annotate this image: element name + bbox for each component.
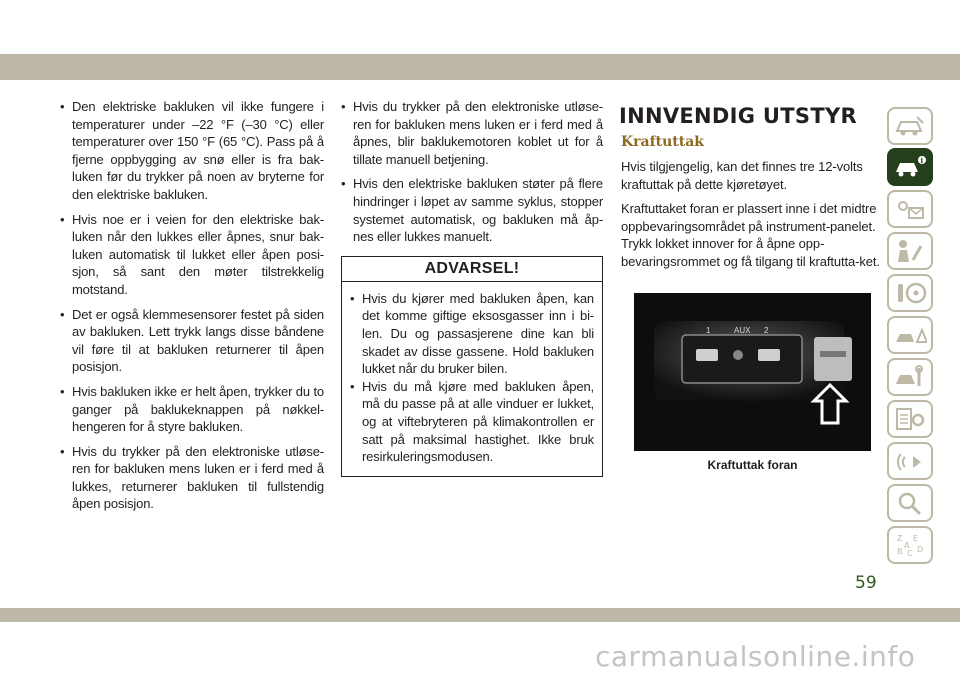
warning-body — [342, 282, 602, 476]
page-number: 59 — [855, 573, 877, 593]
svg-text:D: D — [917, 545, 924, 554]
footer-stripe — [0, 608, 960, 622]
usb-port-2 — [758, 349, 780, 361]
tab-multimedia[interactable] — [887, 442, 933, 480]
tab-servicing[interactable] — [887, 358, 933, 396]
photo-caption: Kraftuttak foran — [707, 458, 798, 472]
paragraph: Hvis tilgjengelig, kan det finnes tre 12-volts kraftuttak på dette kjøretøyet. — [621, 159, 863, 192]
watermark: carmanualsonline.info — [595, 640, 916, 673]
search-index-icon — [893, 490, 927, 516]
power-outlet-illustration — [634, 293, 871, 451]
tab-warning-lights[interactable] — [887, 190, 933, 228]
bullet-text: Det er også klemmesensorer festet på siden av bakluken. Lett trykk langs disse båndene vil føre til at bakluken returnerer til åpen posisjon. — [72, 306, 324, 375]
aux-port — [733, 350, 743, 360]
svg-text:C: C — [907, 549, 913, 558]
bullet-text: Hvis noe er i veien for den elektriske bak-luken når den lukkes eller åpnes, snur bak-luken automatisk til lukket eller åpen posi-sjon, så sant den møter tilstrekkelig motstand. — [72, 211, 324, 297]
top-margin — [0, 0, 960, 54]
outlet-cover — [814, 337, 852, 381]
tab-language[interactable] — [887, 526, 933, 564]
list-item: • Hvis du trykker på den elektroniske utløse-ren for bakluken mens luken er i ferd med å åpnes, blir baklukemotoren koblet ut for å tillate manuell betjening. — [341, 99, 603, 167]
tab-car-info[interactable] — [887, 148, 933, 186]
header-stripe — [0, 54, 960, 80]
multimedia-icon — [893, 448, 927, 474]
svg-text:B: B — [897, 547, 903, 556]
svg-text:A: A — [904, 541, 910, 550]
list-item: • Det er også klemmesensorer festet på siden av bakluken. Lett trykk langs disse båndene vil føre til at bakluken returnerer til åpen posisjon. — [60, 306, 324, 375]
usb1-label: 1 — [706, 326, 711, 335]
bullet-text: Hvis bakluken ikke er helt åpen, trykker du to ganger på baklukeknappen på nøkkel-hengeren for å styre bakluken. — [72, 383, 324, 435]
list-item: • Hvis noe er i veien for den elektriske bak-luken når den lukkes eller åpnes, snur bak-luken automatisk til lukket eller åpen posi-sjon, så sant den møter tilstrekkelig motstand. — [60, 211, 324, 297]
aux-label: AUX — [734, 326, 751, 335]
tab-specifications[interactable] — [887, 400, 933, 438]
power-outlet-photo — [634, 293, 871, 451]
column-middle — [341, 98, 603, 477]
paragraph: Kraftuttaket foran er plassert inne i det midtre oppbevaringsområdet på instrument-panelet. Trykk lokket innover for å åpne opp-bevaringsrommet og få tilgang til kraftutta-ket. — [621, 201, 880, 269]
svg-text:Z: Z — [897, 534, 903, 543]
section-heading: INNVENDIG UTSTYR — [619, 104, 857, 128]
warning-item: • Hvis du kjører med bakluken åpen, kan det komme giftige eksosgasser inn i bi-len. Du og passasjerene dine kan bli skadet av disse gassene. Hold bakluken lukket når du bruker bilen. — [350, 290, 594, 377]
warning-light-message-icon — [893, 196, 927, 222]
bullet-text: Hvis du må kjøre med bakluken åpen, må du passe på at alle vinduer er lukket, og at viftebryteren på klimakontrollen er satt på maksimal hastighet. Ikke bruk resirkuleringsmodusen. — [362, 378, 594, 465]
bullet-text: Den elektriske bakluken vil ikke fungere i temperaturer under –22 °F (–30 °C) eller temperaturer over 150 °F (65 °C). Pass på å fjerne oppbygging av snø eller is fra bak-luken før du trykker på noen av bryterne for den elektriske bakluken. — [72, 99, 324, 202]
hazard-car-icon — [893, 322, 927, 348]
tab-emergency[interactable] — [887, 316, 933, 354]
airbag-safety-icon — [893, 238, 927, 264]
list-item: • Hvis du trykker på den elektroniske utløse-ren for bakluken mens luken er i ferd med å lukkes, returnerer bakluken til fullstendig åpen posisjon. — [60, 443, 324, 512]
warning-box — [341, 256, 603, 477]
key-steering-wheel-icon — [893, 280, 927, 306]
bullet-text: Hvis den elektriske bakluken støter på flere hindringer i løpet av samme syklus, stopper systemet automatisk, og bakluken må åp-nes eller lukkes manuelt. — [353, 176, 603, 245]
bullet-text: Hvis du kjører med bakluken åpen, kan det komme giftige eksosgasser inn i bi-len. Du og passasjerene dine kan bli skadet av disse gassene. Hold bakluken lukket når du bruker bilen. — [362, 290, 594, 377]
list-item: • Hvis den elektriske bakluken støter på flere hindringer i løpet av samme syklus, stopper systemet automatisk, og bakluken må åp-nes eller lukkes manuelt. — [341, 176, 603, 245]
specs-gear-icon — [893, 406, 927, 432]
usb-port-1 — [696, 349, 718, 361]
subsection-heading: Kraftuttak — [621, 134, 704, 150]
warning-title: ADVARSEL! — [342, 257, 602, 282]
tab-index[interactable] — [887, 484, 933, 522]
language-letters-icon — [893, 532, 927, 558]
svg-text:E: E — [913, 534, 919, 543]
warning-item: • Hvis du må kjøre med bakluken åpen, må du passe på at alle vinduer er lukket, og at viftebryteren på klimakontrollen er satt på maksimal hastighet. Ikke bruk resirkuleringsmodusen. — [350, 378, 594, 465]
list-item: • Den elektriske bakluken vil ikke fungere i temperaturer under –22 °F (–30 °C) eller temperaturer over 150 °F (65 °C). Pass på å fjerne oppbygging av snø eller is fra bak-luken før du trykker på noen av bryterne for den elektriske bakluken. — [60, 99, 324, 202]
tab-safety[interactable] — [887, 232, 933, 270]
svg-text:i: i — [920, 156, 924, 165]
car-info-icon — [893, 154, 927, 180]
tab-car-dashboard[interactable] — [887, 107, 933, 145]
car-dashboard-icon — [893, 113, 927, 139]
bullet-text: Hvis du trykker på den elektroniske utløse-ren for bakluken mens luken er i ferd med å lukkes, returnerer bakluken til fullstendig åpen posisjon. — [72, 443, 324, 512]
bullet-text: Hvis du trykker på den elektroniske utløse-ren for bakluken mens luken er i ferd med å åpnes, blir baklukemotoren koblet ut for å tillate manuell betjening. — [353, 99, 603, 167]
usb2-label: 2 — [764, 326, 769, 335]
car-wrench-icon — [893, 364, 927, 390]
list-item: • Hvis bakluken ikke er helt åpen, trykker du to ganger på baklukeknappen på nøkkel-hengeren for å styre bakluken. — [60, 383, 324, 435]
column-left — [60, 98, 324, 520]
tab-starting-operating[interactable] — [887, 274, 933, 312]
column-right — [621, 98, 883, 278]
